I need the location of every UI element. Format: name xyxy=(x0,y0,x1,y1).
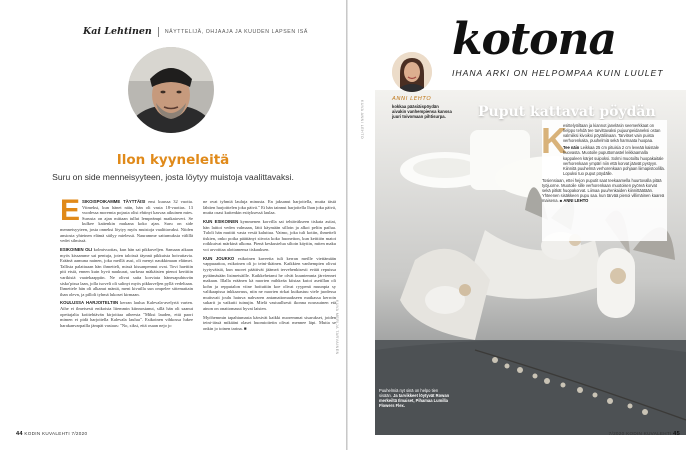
article-column-2 xyxy=(203,199,336,421)
section-tagline: IHANA ARKI ON HELPOMPAA KUIN LUULET xyxy=(452,68,664,78)
lead-in: KUN JOUKKO xyxy=(203,255,235,261)
column-lead: Suru on side menneisyyteen, josta löytyy muistoja vaalittavaksi. xyxy=(52,172,294,182)
article-body xyxy=(60,199,336,421)
paragraph xyxy=(203,315,336,332)
editor-portrait xyxy=(392,52,432,92)
feature-paragraph xyxy=(542,178,665,203)
photo-credit: KUVA MERIJA TARVAINEN xyxy=(335,300,339,355)
feature-paragraph xyxy=(563,123,665,143)
byline-name: Kai Lehtinen xyxy=(83,26,152,37)
paragraph xyxy=(203,256,336,312)
column-title: Ilon kyyneleitä xyxy=(116,152,230,168)
folio xyxy=(609,431,680,437)
paragraph-text: esittelyöiltaan ja kiannot janeläsin seemerkkaat on helppo tehdä tee tarvittavaksi pujuunpeidaneksi ostan valmiiksi kivoiksi pöytäliinaan. Tarvitset vain puista verhorenkaita, puuhelmiä sekä harmaata huopaa. xyxy=(563,123,661,144)
paragraph-text: Tosiensiaan, ettei hejon puputit saat teekaamella huurtovalla pitää työjuorne. Muotoile sille verhorenkaan muotoisen pyöreä korvat sekä pitkät huopakorvat. Liimaa puu/renkaiden kiinnittäätään. Yhteenen sisäkkeen pupu saa. kun tärvää pienoi villimäinen kaareä maisena. ■ xyxy=(542,177,665,204)
left-page xyxy=(0,0,346,450)
dropcap: E xyxy=(60,199,81,227)
paragraph-text: kymmenen korvilla sai tehtäväkseen tiskata astiat, hän laittoi veden valmaan, lätti käymään silloin ja alkoi peliin pailua. Tuloli hän mutitti vasta vesiä kaluttua. Vaimo, joka tuli kotiin, ihmetteli tiskien, onko poika päättänyt siivota koko huoneiton, kun keittiön matot roikkuivat märkinä ulkona. Pienä keskustelua siltoin käytiin, miten maku voi arvoittaa alottamensa tiskauksen. xyxy=(203,218,336,252)
caption-lead: Puuhelmiä nyt sinä on helpo tien sisään. xyxy=(379,388,439,398)
paragraph-text: esikoinen kaveeita tuli kerran meille viettämään vappuaattoa, esikoinen oli jo teini-ikäinen. Kaikkien vanhempien olivat tyytyväisiä, kun nuoret päättivät jäämeä tervehenkisesti eväät repuissa pyttämäsään lisimetsäille. Kaikkehetami he olvät kuuntemnta järviennet makaan. Illalla eräänen kä nuorten mihkeäa kiistaa kutoi asetillan oli kohn ja repputalon viine hoituttiin koe olivat ryypenä muunpia sy valikaapissa inkkaavuus, niin ne nuorten rirkat kuikastuu viele juodessa muitsvait joulu hatuva nahvaren antamattomaakseen matkassa kerroin sukarit ja vaikutti tuinujin. Mielä vastuullsesti ikonna noussuinen etä ainon on onattomasut hyvat laisien. xyxy=(203,255,336,312)
byline-divider xyxy=(158,27,159,37)
lead-in: SIKOISPOIKAMME TÄYTTÄISI xyxy=(82,199,146,204)
caption-credit: Ja tarvikkeet löytyvät Rowan merkeiltä Ilmaiset, Pihamaa Lumilla Flowers Flex. xyxy=(379,393,450,408)
paragraph-text: kerran laulua Kalevala-avelyrtä varten. Aihe ei ilmeisesti enikoista liiemmin kiinnostanut, sillä hän oli saanut opettajalta kotitehtävän kirjoittaa aiheesta "Miksi lauden, että paori mimen et pidä harjoitella Kalevala laulua". Esikoinen vihkossa lukee harakanvarpailla jämpät vastaus: "No, siksi, että osaan nejo jo xyxy=(60,300,193,328)
feature-signature: ANNI LEHTO xyxy=(563,198,589,204)
section-logo: kotona xyxy=(452,14,617,65)
paragraph-text: kolmivuotias, kun hän sai pikkuveljen. Samaan aikaan myös kissamme sai pentuja, joten taloissä täynnä pikkuista hoivattavia. Eräänä aamuna nainen, joka meillä asui, oli menyt naukkimaan eläimet. Tallista palattuaan hän ihmetteli, missä kissanpennut ovat. Tovi haettiin piti etsiä, ennen kuin hyvä naukurat, surkeaa mäkäisten pienoi kertitiin varikisiä vaatekaappiin. Ne olivat saita korviata hänesapuhtuvän sisko'pissa laan, jolla isoveli oli salinyt myös pikkuveljen pyllä vedeltaan. Ihmettele hän oli alkanut mäntä, meni kivuilla sun ompelee sittemattain ihan olevn, ja pilloli tyhmä lukoset kirmaan. xyxy=(60,246,193,297)
instruction-heading: Tee näin xyxy=(563,145,580,151)
feature-title: Puput kattavat pöydän xyxy=(478,104,656,120)
issue-number: 7/2020 xyxy=(71,431,88,436)
feature-text xyxy=(542,123,665,205)
lead-in: ESIKOINEN OLI xyxy=(60,246,93,252)
paragraph xyxy=(60,300,193,328)
byline xyxy=(83,26,308,37)
lead-in: KUN ESIKOINEN xyxy=(203,218,239,224)
page-number: 44 xyxy=(16,431,23,437)
paragraph-text: Leikkaa 25 cm pituisia 2 cm leveää kaistale huovasta. Muotoile puputtomastel leikkaamalla kappaleen kärjet suipoksi. Solmi muotoiltu huopakaitale verhorenkaan ympäri niin että korvat jäävät pystyyn. Kiinnitä puuhelmä verhorenkaan pohjaan liimapistoolilla. Lopuksi tuo puput pöydälle. xyxy=(563,145,665,176)
folio xyxy=(16,431,87,437)
editor-description: kokkaa pääsiäispöydän aivakin vanhempiensa kanssa juuri toivomaan pihtisurpa. xyxy=(392,104,452,120)
editor-name: ANNI LEHTO xyxy=(392,96,432,102)
paragraph xyxy=(60,199,193,244)
issue-number: 7/2020 xyxy=(608,431,625,436)
magazine-name: KODIN KUVALEHTI xyxy=(24,431,70,436)
paragraph xyxy=(203,219,336,253)
page-number: 45 xyxy=(673,431,680,437)
lead-in: KOULUSSA HARJOITELTIIN xyxy=(60,300,119,306)
magazine-name: KODIN KUVALEHTI xyxy=(626,431,672,436)
photo-credit: KUVA ANNI LEHTO xyxy=(360,100,364,140)
feature-paragraph xyxy=(563,145,665,176)
photo-caption xyxy=(379,388,451,408)
article-column-1 xyxy=(60,199,193,421)
paragraph-text: ensi kuussa 32 vuotta. Viimeksi, kun hänet näin, hän oli vasta 18-vuotias. 13 vuodessa moremta pojasta olisi ehtinyt kasvaa aikuinen mies. Surusta on ajan mittaan tullut lempeämpi matkatoveri. Se kulkee kaitenkin mukana koko ajan. Suru on side menneisyyteen, josta onneksi löytyy myös muistoja vaalittavaksi. Niiden ansiosta yhteinen elämä säilyy mielessä. Nauramme sattumuksia välillä vedet silmissä. xyxy=(60,199,193,244)
paragraph xyxy=(60,247,193,297)
paragraph xyxy=(203,199,336,216)
paragraph-text: Myöhemmin tapahtumasta kärsivät kaikki nuoremmat sisarukset, joiden teini-iässä mikääni olaset huomioitetin olivat mennee läpi. Mutta se onkin jo toinen tarina. ■ xyxy=(203,314,336,332)
feature-dropcap: K xyxy=(541,120,567,161)
byline-role: NÄYTTELIJÄ, OHJAAJA JA KUUDEN LAPSEN ISÄ xyxy=(164,28,308,35)
columnist-portrait xyxy=(128,47,214,133)
paragraph-text: ne ovat tyhmiä lauluja minusta. En jaksanut harjoitella, mutta tästä lähtien harjoittelen joka päivä." Ei hän tainnut harjoitella lhan joka päivä, mutta osasi kuitenkin esityksessä laulaa. xyxy=(203,199,336,216)
